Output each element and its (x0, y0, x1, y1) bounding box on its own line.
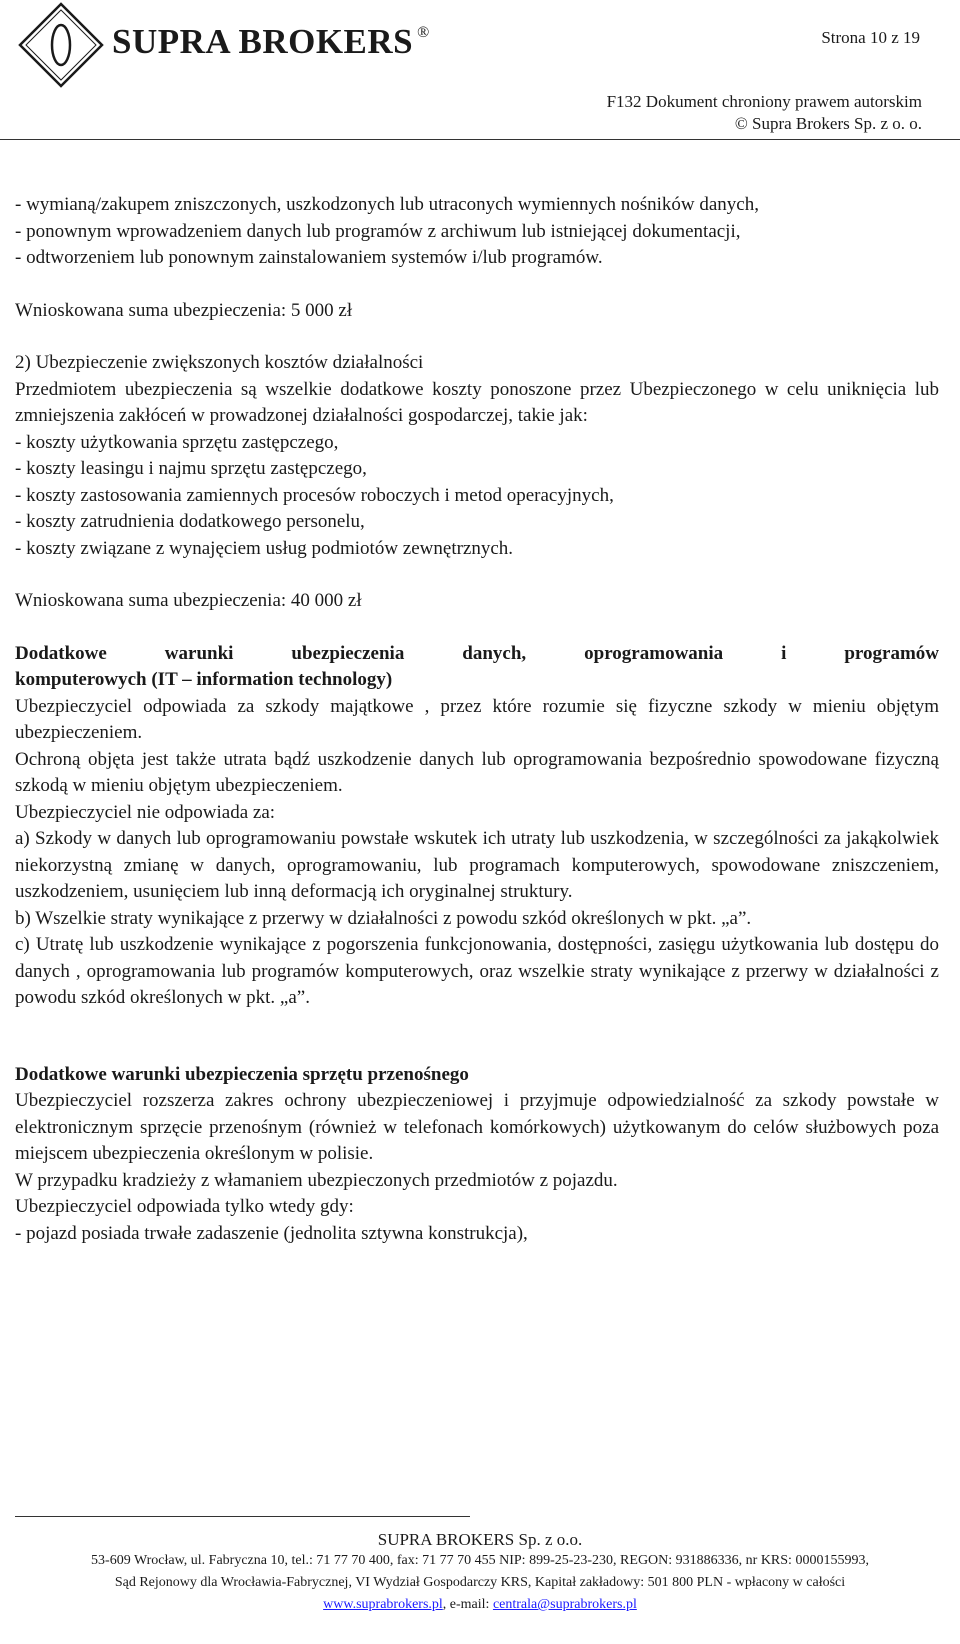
list-item: - pojazd posiada trwałe zadaszenie (jednolita sztywna konstrukcja), (15, 1222, 528, 1244)
paragraph: Ubezpieczyciel odpowiada za szkody majątkowe , przez które rozumie się fizyczne szkody w mieniu objętym ubezpieczeniem. (15, 695, 939, 743)
list-item: - koszty zatrudnienia dodatkowego personelu, (15, 511, 365, 532)
list-item: - koszty związane z wynajęciem usług podmiotów zewnętrznych. (15, 537, 514, 559)
paragraph: Ubezpieczyciel odpowiada tylko wtedy gdy: (15, 1196, 354, 1217)
paragraph: - wymianą/zakupem zniszczonych, uszkodzonych lub utraconych wymiennych nośników danych, (15, 194, 759, 215)
section-heading: Dodatkowe warunki ubezpieczenia danych, oprogramowania i programów (15, 642, 939, 664)
insured-sum: Wnioskowana suma ubezpieczenia: 40 000 zł (15, 590, 362, 611)
email-link[interactable]: centrala@suprabrokers.pl (492, 1597, 637, 1612)
copyright-notice: © Supra Brokers Sp. z o. o. (734, 114, 922, 133)
paragraph: W przypadku kradzieży z włamaniem ubezpieczonych przedmiotów z pojazdu. (15, 1169, 618, 1191)
paragraph: Ubezpieczyciel rozszerza zakres ochrony ubezpieczeniowej i przyjmuje odpowiedzialność za szkody powstałe w elektronicznym sprzęcie przenośnym (również w telefonach komórkowych) użytkowanym do celów służbowych poza miejscem ubezpieczenia określonym w polisie. (15, 1090, 939, 1164)
paragraph: Ubezpieczyciel nie odpowiada za: (15, 801, 276, 823)
list-item: - koszty użytkowania sprzętu zastępczego, (15, 431, 339, 453)
paragraph: Ochroną objęta jest także utrata bądź uszkodzenie danych lub oprogramowania bezpośrednio spowodowane fizyczną szkodą w mieniu objętym ubezpieczeniem. (15, 748, 939, 796)
footer-contact (0, 1597, 960, 1613)
list-item: a) Szkody w danych lub oprogramowaniu powstałe wskutek ich utraty lub uszkodzenia, w szczególności za jakąkolwiek niekorzystną zmianę w danych, oprogramowaniu, lub programach komputerowych, spowodowane zniszczeniem, uszkodzeniem, usunięciem lub inną deformacją ich oryginalnej struktury. (15, 828, 939, 902)
paragraph: - odtworzeniem lub ponownym zainstalowaniem systemów i/lub programów. (15, 247, 603, 268)
website-link[interactable]: www.suprabrokers.pl (323, 1597, 443, 1612)
header-divider (0, 139, 960, 140)
insured-sum: Wnioskowana suma ubezpieczenia: 5 000 zł (15, 299, 353, 321)
paragraph: Przedmiotem ubezpieczenia są wszelkie dodatkowe koszty ponoszone przez Ubezpieczonego w celu uniknięcia lub zmniejszenia zakłóceń w prowadzonej działalności gospodarczej, takie jak: (15, 378, 939, 426)
supra-brokers-logo-icon (18, 2, 104, 88)
document-body (15, 192, 939, 1247)
footer-court-info: Sąd Rejonowy dla Wrocławia-Fabrycznej, VI Wydział Gospodarczy KRS, Kapitał zakładowy: 501 800 PLN - wpłacony w całości (114, 1575, 846, 1590)
registered-mark: ® (417, 24, 430, 41)
brand-name: SUPRA BROKERS ® (112, 22, 430, 61)
footer-address: 53-609 Wrocław, ul. Fabryczna 10, tel.: 71 77 70 400, fax: 71 77 70 455 NIP: 899-25-23-230, REGON: 931886336, nr KRS: 0000155993, (91, 1553, 869, 1568)
list-item: - koszty leasingu i najmu sprzętu zastępczego, (15, 458, 367, 479)
page-number: Strona 10 z 19 (821, 28, 920, 47)
section-heading: Dodatkowe warunki ubezpieczenia sprzętu przenośnego (15, 1063, 469, 1085)
section-heading-continued: komputerowych (IT – information technology) (15, 669, 393, 690)
list-item: c) Utratę lub uszkodzenie wynikające z pogorszenia funkcjonowania, dostępności, zasięgu użytkowania lub dostępu do danych , oprogramowania lub programów komputerowych, oraz wszelkie straty wynikające z przerwy w działalności z powodu szkód określonych w pkt. „a”. (15, 934, 939, 1008)
document-reference: F132 Dokument chroniony prawem autorskim (606, 92, 922, 111)
footer-divider (15, 1516, 470, 1517)
list-item: - koszty zastosowania zamiennych procesów roboczych i metod operacyjnych, (15, 484, 614, 506)
section-title: 2) Ubezpieczenie zwiększonych kosztów działalności (15, 352, 424, 373)
email-label: , e-mail: (442, 1597, 493, 1612)
paragraph: - ponownym wprowadzeniem danych lub programów z archiwum lub istniejącej dokumentacji, (15, 220, 741, 242)
list-item: b) Wszelkie straty wynikające z przerwy w działalności z powodu szkód określonych w pkt. „a”. (15, 907, 752, 929)
footer-company: SUPRA BROKERS Sp. z o.o. (377, 1530, 583, 1549)
